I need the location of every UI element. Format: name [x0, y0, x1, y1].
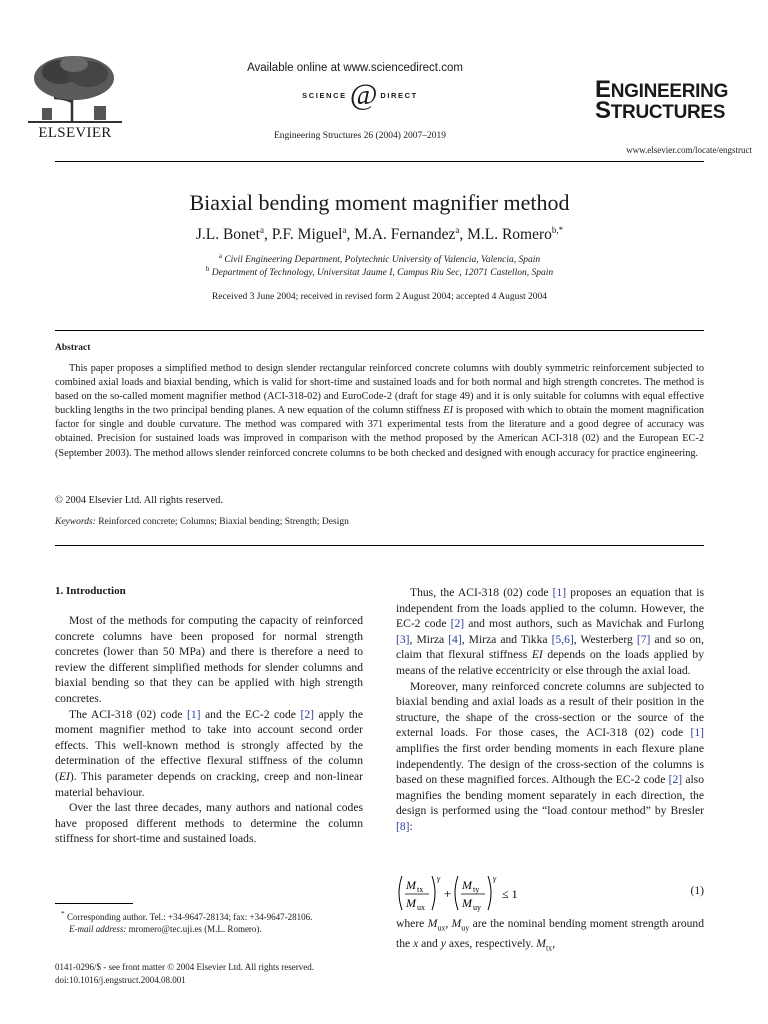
direct-label: DIRECT [380, 90, 418, 100]
left-column [55, 613, 363, 847]
abstract-body [55, 362, 704, 461]
abstract-heading: Abstract [55, 343, 91, 353]
eq-exp1: γ [437, 874, 441, 883]
author-affil-mark: a [260, 225, 264, 235]
author-list [55, 225, 704, 244]
email-label: E-mail address: [69, 924, 127, 935]
author-name: P.F. Miguel [271, 226, 343, 244]
at-symbol-icon: @ [349, 78, 378, 111]
front-matter [55, 961, 314, 986]
affiliation-text: Department of Technology, Universitat Jaume I, Campus Riu Sec, 12071 Castellon, Spain [211, 268, 554, 279]
right-column [396, 585, 704, 835]
paragraph: Over the last three decades, many authors and national codes have proposed different methods to determine the column stiffness for short-time and sustained loads. [55, 801, 363, 846]
affiliation [55, 252, 704, 265]
eq-plus: + [444, 886, 452, 901]
section-heading: 1. Introduction [55, 585, 126, 597]
footnote-mark: * [61, 909, 65, 918]
abstract-symbol: EI [443, 405, 454, 417]
reference-link[interactable]: [1] [186, 707, 201, 721]
equation-number: (1) [690, 884, 704, 897]
doi-line[interactable]: doi:10.1016/j.engstruct.2004.08.001 [55, 974, 186, 985]
sciencedirect-logo [260, 80, 460, 110]
eq-rhs: ≤ 1 [502, 887, 518, 901]
issn-line: 0141-0296/$ - see front matter © 2004 Elsevier Ltd. All rights reserved. [55, 962, 315, 972]
publisher-name: ELSEVIER [38, 125, 112, 141]
author-name: M.L. Romero [467, 226, 552, 244]
eq-den2-sub: uy [473, 903, 481, 912]
journal-url[interactable]: www.elsevier.com/locate/engstruct [626, 145, 752, 155]
reference-link[interactable]: [2] [300, 707, 314, 721]
eq-num1: M [406, 878, 416, 892]
abstract-text: is proposed with which to obtain the moment magnification factor for single and double curvature. The method was compared with 371 experimental tests from the literature and a good degree of accuracy was obtained. Precision for sustained loads was improved in comparison with the method proposed by the American ACI-318 (02) and the European EC-2 (September 2003). The method allows slender reinforced concrete columns to be both checked and designed with enough accuracy for practice engineering. [55, 405, 705, 459]
journal-title-initial: E [595, 76, 611, 103]
journal-citation: Engineering Structures 26 (2004) 2007–2019 [273, 131, 447, 141]
eq-num2-sub: ty [473, 885, 480, 894]
journal-title-logo [595, 76, 729, 124]
affiliation [55, 265, 704, 278]
eq-den2: M [462, 896, 472, 910]
eq-den1: M [406, 896, 416, 910]
author-separator: , [459, 226, 468, 244]
author-affil-mark: b,* [551, 225, 564, 235]
abstract-top-divider [55, 330, 704, 331]
corresponding-author: Corresponding author. Tel.: +34-9647-28134; fax: +34-9647-28106. [67, 912, 313, 922]
paragraph: Thus, the ACI-318 (02) code [1] proposes an equation that is independent from the loads applied to the column. However, the EC-2 code [2] and most authors, such as Mavichak and Furlong [3], Mirza [4], Mirza and Tikka [5,6], Westerberg [7] and so on, claim that flexural stiffness EI depends on the loads applied by means of the relative eccentricity or else through the axial load. [396, 586, 704, 677]
journal-title-rest: NGINEERING [610, 81, 729, 102]
eq-den1-sub: ux [417, 903, 425, 912]
eq-num2: M [462, 878, 472, 892]
author-affil-mark: a [342, 225, 347, 235]
paragraph: Most of the methods for computing the capacity of reinforced concrete columns have been proposed for normal strength concretes (lower than 50 MPa) and there is therefore a need to review the different simplified methods for slender columns and biaxial bending so that they can be applied with high strength concretes. [55, 614, 363, 705]
abstract-copyright: © 2004 Elsevier Ltd. All rights reserved. [55, 495, 223, 506]
reference-link[interactable]: [2] [668, 773, 683, 787]
header-divider [55, 161, 704, 162]
affiliation-mark: b [205, 265, 210, 273]
affiliation-text: Civil Engineering Department, Polytechnic University of Valencia, Valencia, Spain [224, 255, 541, 266]
keywords-label: Keywords: [55, 517, 96, 527]
footnote [55, 908, 367, 935]
science-label: SCIENCE [302, 90, 347, 100]
eq-num1-sub: tx [417, 885, 424, 894]
abstract-text: This paper proposes a simplified method to design slender rectangular reinforced concrete columns with doubly symmetric reinforcement subjected to combined axial loads and biaxial bending, which is valid for short-time and sustained loads and for both normal and high strength concretes. The method is based on the so-called moment magnifier method (ACI-318-02) and EuroCode-2 (draft for stage 49) and it is only suitable for columns with equal effective buckling lengths in the two principal bending planes. A new equation of the column stiffness [55, 363, 704, 417]
paragraph: The ACI-318 (02) code [1] and the EC-2 code [2] apply the moment magnifier method to take into account second order effects. This well-known method is strongly affected by the determination of the effective flexural stiffness of the column (EI). This parameter depends on cracking, creep and non-linear material behaviour. [55, 707, 363, 799]
email-address[interactable]: mromero@tec.uji.es (M.L. Romero). [128, 924, 262, 935]
received-dates: Received 3 June 2004; received in revised form 2 August 2004; accepted 4 August 2004 [211, 292, 548, 302]
reference-link[interactable]: [8] [396, 819, 410, 833]
eq-exp2: γ [493, 874, 497, 883]
right-column-continued [396, 916, 704, 956]
author-separator: , [264, 226, 272, 244]
paragraph: Moreover, many reinforced concrete columns are subjected to biaxial bending and axial loads as a result of their position in the structure, the shape of the cross-section or the source of the external loads. For those cases, the ACI-318 (02) code [1] amplifies the first order bending moments in each flexure plane independently. The design of the cross-section of the columns is based on these magnified forces. Although the EC-2 code [2] also magnifies the bending moment separately in each direction, the design is performed using the “load contour method” by Bresler [8]: [396, 679, 704, 833]
abstract-bottom-divider [55, 545, 704, 546]
author-affil-mark: a [455, 225, 460, 235]
reference-link[interactable]: [3] [396, 632, 410, 646]
affiliation-mark: a [218, 252, 222, 260]
keywords [55, 517, 349, 527]
journal-title-initial: S [595, 97, 611, 124]
author-name: M.A. Fernandez [354, 226, 456, 244]
available-online-text: Available online at www.sciencedirect.com [247, 62, 463, 74]
reference-link[interactable]: [2] [450, 617, 465, 631]
article-title: Biaxial bending moment magnifier method [189, 190, 570, 215]
reference-link[interactable]: [7] [636, 632, 651, 646]
reference-link[interactable]: [1] [690, 726, 704, 740]
reference-link[interactable]: [4] [448, 632, 462, 646]
reference-link[interactable]: [5,6] [551, 632, 574, 646]
author-name: J.L. Bonet [195, 226, 260, 244]
reference-link[interactable]: [1] [552, 586, 567, 599]
footnote-rule [55, 903, 133, 904]
equation-1 [396, 873, 704, 913]
author-separator: , [346, 226, 355, 244]
keywords-list: Reinforced concrete; Columns; Biaxial bending; Strength; Design [98, 517, 349, 527]
journal-title-rest: TRUCTURES [610, 102, 726, 123]
paragraph: where $M_{ux}$, $M_{uy}$ are the nominal bending moment strength around the x and y axes, respectively. $M_{tx}$, [396, 917, 705, 953]
